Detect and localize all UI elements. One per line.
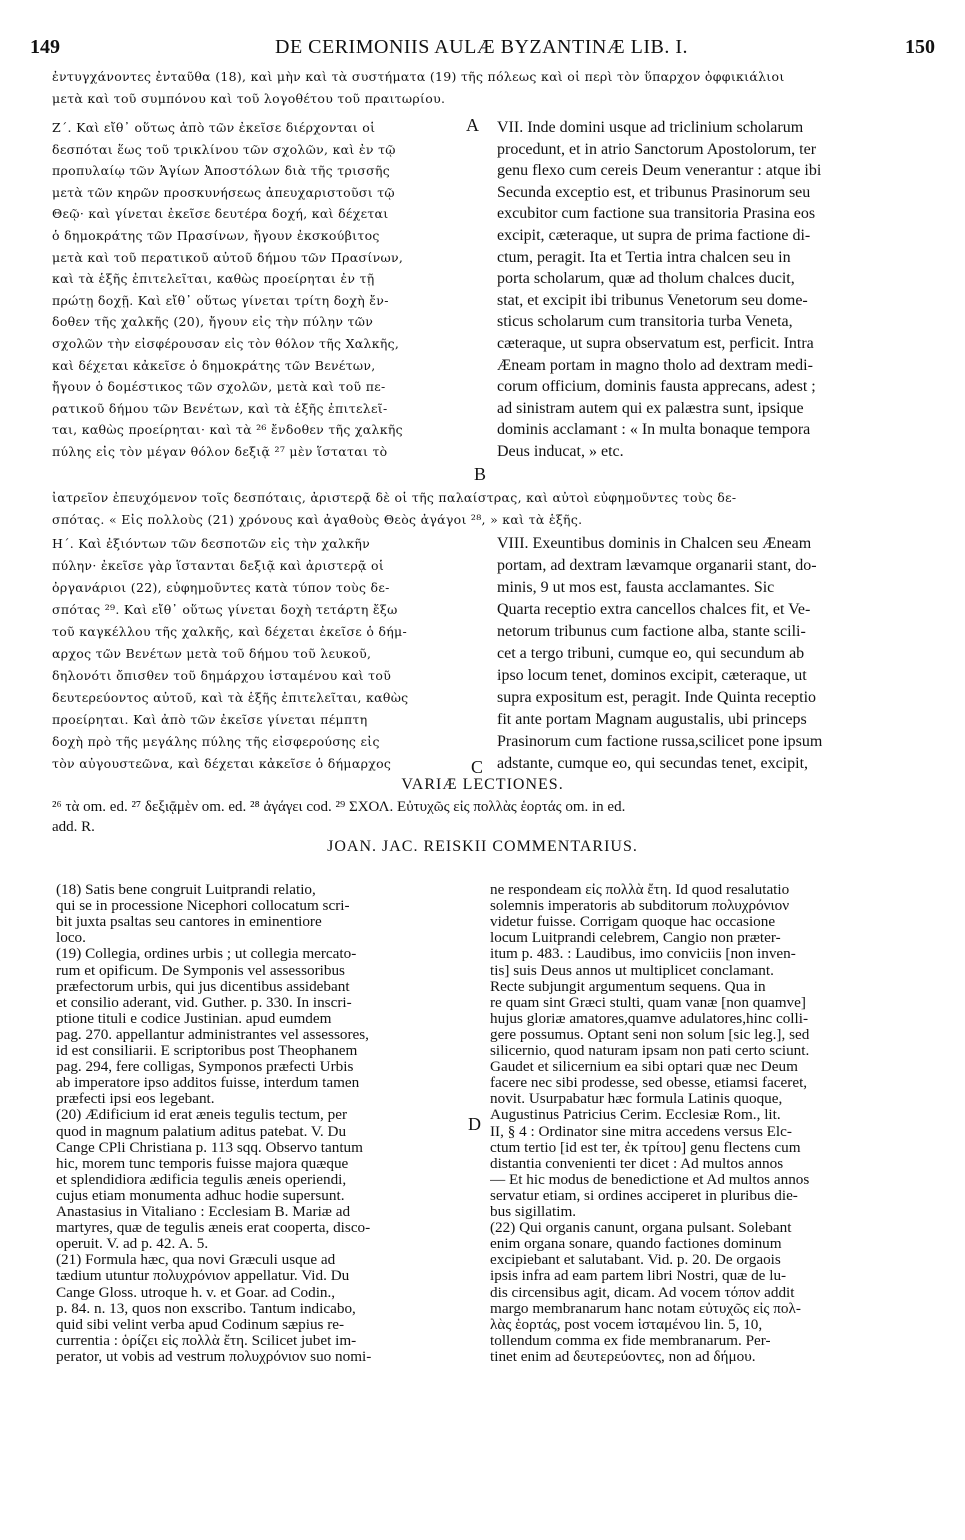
text-line: qui se in processione Nicephori collocatum scri- (56, 898, 350, 915)
text-line: δευτερεύοντος αὐτοῦ, καὶ τὰ ἑξῆς ἐπιτελεῖται, καθὼς (52, 690, 409, 705)
text-line: Augustinus Patricius Cerim. Ecclesiæ Rom., lit. (490, 1107, 781, 1124)
text-line: Æneam portam in magno tholo ad dextram medi- (497, 356, 813, 374)
text-line: excipit, cæteraque, ut supra de prima factione di- (497, 227, 811, 244)
text-line: δηλονότι ὄπισθεν τοῦ δημάρχου ἱσταμένου καὶ τοῦ (52, 668, 392, 683)
text-line: bit juxta psaltas seu cantores in eminentiore (56, 914, 322, 931)
page-number-left: 149 (30, 36, 60, 58)
text-line: videtur fuisse. Corrigam quoque hac occasione (490, 914, 776, 931)
text-line: adstante, cumque eo, qui secundas tenet, excipit, (497, 755, 809, 772)
text-line: σχολῶν τὴν εἰσφέρουσαν εἰς τὸν θόλον τῆς Χαλκῆς, (52, 336, 400, 351)
text-line: porta scholarum, quæ ad tholum chalces ducit, (497, 270, 795, 288)
text-line: rum et opificum. De Symponis vel assessoribus (56, 962, 345, 979)
text-line: πύλην· ἐκεῖσε γὰρ ἵστανται δεξιᾷ καὶ ἀριστερᾷ οἱ (52, 558, 385, 573)
text-line: αρχος τῶν Βενέτων μετὰ τοῦ δήμου τοῦ λευκοῦ, (52, 646, 372, 661)
text-line: πρώτῃ δοχῇ. Καὶ εἴθ᾽ οὕτως γίνεται τρίτη δοχὴ ἔν- (52, 292, 389, 308)
text-line: præfecti ipsi eos legebant. (56, 1091, 215, 1108)
text-line: sticus scholarum cum transitoria turba Veneta, (497, 313, 793, 331)
text-line: ὀργανάριοι (22), εὐφημοῦντες κατὰ τύπον τοὺς δε- (52, 580, 390, 595)
text-line: solemnis imperatoris ab subditorum πολυχρόνιον (490, 898, 790, 915)
text-line: genu flexo cum cereis Deum venerantur : atque ibi (497, 162, 822, 180)
running-title: DE CERIMONIIS AULÆ BYZANTINÆ LIB. I. (275, 36, 688, 58)
text-line: προείρηται. Καὶ ἀπὸ τῶν ἐκεῖσε γίνεται πέμπτη (52, 712, 368, 727)
text-line: et consilio aderant, vid. Guther. p. 330. In inscri- (56, 994, 352, 1011)
text-line: præfectorum urbis, qui jus dicentibus assidebant (56, 978, 350, 995)
text-line: facere nec sibi prodesse, sed obesse, etiamsi faceret, (490, 1075, 808, 1092)
text-line: silicernio, quod naturam ipsam non pati certo sciunt. (490, 1043, 810, 1059)
text-line: pag. 270. appellantur administrantes vel assessores, (56, 1026, 369, 1043)
text-line: Θεῷ· καὶ γίνεται ἐκεῖσε δευτέρα δοχή, καὶ δέχεται (52, 206, 389, 222)
text-line: novit. Usurpabatur hæc formula Latinis quoque, (490, 1091, 783, 1108)
variae-lectiones-heading: VARIÆ LECTIONES. (401, 776, 564, 793)
text-line: loco. (56, 930, 86, 947)
text-line: gere possumus. Optant seni non solum [sic leg.], sed (490, 1026, 810, 1043)
text-line: τὸν αὐγουστεῶνα, καὶ δέχεται κἀκεῖσε ὁ δήμαρχος (52, 756, 392, 771)
text-line: — Et hic modus de benedictione et Ad multos annos (490, 1171, 810, 1188)
text-line: corum officium, dominis fausta apprecans, adest ; (497, 378, 816, 396)
text-line: excipiebant et salutabant. Vid. p. 20. De orgaois (490, 1252, 781, 1269)
text-line: μετὰ καὶ τοῦ περατικοῦ αὐτοῦ δήμου τῶν Πρασίνων, (52, 249, 404, 265)
text-line: servatur etiam, si ordines acciperet in pluribus die- (490, 1187, 798, 1204)
text-line: ²⁶ τὰ om. ed. ²⁷ δεξιᾷμὲν om. ed. ²⁸ ἀγάγει cod. ²⁹ ΣΧΟΛ. Εὐτυχῶς εἰς πολλὰς ἑορτάς om. in ed. (52, 799, 626, 815)
text-line: λὰς ἑορτάς, post vocem ἱσταμένου lin. 5, 10, (490, 1316, 763, 1333)
text-line: μετὰ καὶ τοῦ συμπόνου καὶ τοῦ λογοθέτου τοῦ πραιτωρίου. (52, 91, 446, 106)
text-line: Ζ΄. Καὶ εἴθ᾽ οὕτως ἀπὸ τῶν ἐκεῖσε διέρχονται οἱ (52, 120, 376, 135)
text-line: tinet enim ad δευτερεύοντες, non ad δήμου. (490, 1348, 756, 1365)
text-line: supra expositum est, peragit. Inde Quinta receptio (497, 689, 817, 706)
text-line: id est consiliarii. E scriptoribus post Theophanem (56, 1043, 358, 1059)
text-line: τοῦ καγκέλλου τῆς χαλκῆς, καὶ δέχεται ἐκεῖσε ὁ δήμ- (52, 624, 407, 639)
text-line: Secunda exceptio est, et tribunus Prasinorum seu (497, 183, 811, 201)
text-line: σπότας ²⁹. Καὶ εἴθ᾽ οὕτως γίνεται δοχὴ τετάρτη ἔξω (52, 602, 398, 617)
text-line: ctum tertio [id est ter, ἐκ τρίτου] genu flectens cum (490, 1139, 801, 1156)
text-line: tædium utuntur πολυχρόνιον appellatur. Vid. Du (56, 1268, 350, 1285)
text-line: ptione tituli e codice Justinian. apud eumdem (56, 1010, 332, 1027)
text-line: perator, ut vobis ad vestrum πολυχρόνιον suo nomi- (56, 1348, 372, 1365)
text-line: procedunt, et in atrio Sanctorum Apostolorum, ter (497, 140, 817, 158)
text-line: Deus inducat, » etc. (497, 443, 624, 460)
text-line: ctum, peragit. Ita et Tertia intra chalcen seu in (497, 248, 791, 266)
text-line: stat, et excipit ibi tribunus Venetorum seu dome- (497, 291, 808, 309)
text-line: itum p. 483. : Laudibus, imo conviciis [non inven- (490, 946, 796, 963)
text-line: (22) Qui organis canunt, organa pulsant. Solebant (490, 1220, 792, 1237)
text-line: tis] suis Deus annos ut multiplicet conclamant. (490, 962, 774, 979)
text-line: add. R. (52, 819, 95, 835)
text-line: enim organa sonare, quando factiones dominum (490, 1236, 782, 1253)
text-line: ab imperatore ipso additos fuisse, interdum tamen (56, 1075, 360, 1092)
text-line: Anastasius in Vitaliano : Ecclesiam B. Mariæ ad (56, 1204, 351, 1220)
text-line: minis, 9 ut mos est, fausta acclamantes. Sic (497, 579, 775, 596)
text-line: netorum tribunus cum factione alba, stante scili- (497, 623, 806, 640)
text-line: προπυλαίῳ τῶν Ἁγίων Ἀποστόλων διὰ τῆς τρισσῆς (52, 163, 391, 179)
text-line: ἰατρεῖον ἐπευχόμενον τοῖς δεσπόταις, ἀριστερᾷ δὲ οἱ τῆς παλαίστρας, καὶ αὐτοὶ εὐφημοῦντες τοὺς δε- (52, 490, 737, 505)
text-line: ne respondeam εἰς πολλὰ ἔτη. Id quod resalutatio (490, 882, 790, 898)
text-line: ἤγουν ὁ δομέστικος τῶν σχολῶν, μετὰ καὶ τοῦ πε- (52, 379, 386, 395)
page-number-right: 150 (905, 36, 935, 58)
text-line: cet a tergo tribuni, cumque eo, qui secundum ab (497, 645, 805, 662)
text-line: currentia : ὁρίζει εἰς πολλὰ ἔτη. Scilicet jubet im- (56, 1332, 357, 1349)
text-line: ται, καθὼς προείρηται· καὶ τὰ ²⁶ ἔνδοθεν τῆς χαλκῆς (52, 422, 403, 438)
text-line: dis circensibus agit, dicam. Ad vocem τόπον addit (490, 1284, 795, 1301)
text-line: VII. Inde domini usque ad triclinium scholarum (497, 119, 804, 136)
text-line: Η΄. Καὶ ἐξιόντων τῶν δεσποτῶν εἰς τὴν χαλκῆν (52, 536, 371, 551)
text-line: καὶ τὰ ἑξῆς ἐπιτελεῖται, καθὼς προείρηται ἐν τῇ (52, 271, 375, 287)
text-line: VIII. Exeuntibus dominis in Chalcen seu Æneam (497, 535, 812, 552)
text-line: δοθεν τῆς χαλκῆς (20), ἤγουν εἰς τὴν πύλην τῶν (52, 314, 374, 330)
text-line: fit ante portam Magnam augustalis, ubi princeps (497, 711, 807, 728)
text-line: ipsis infra ad eam partem libri Nostri, quæ de lu- (490, 1268, 787, 1285)
margin-marker-a: A (466, 115, 479, 135)
text-line: margo membranarum hanc notam εὐτυχῶς εἰς πολ- (490, 1300, 801, 1317)
text-line: quid sibi velint verba apud Codinum sæpius re- (56, 1316, 345, 1333)
text-line: Prasinorum cum factione russa,scilicet pone ipsum (497, 733, 823, 750)
text-line: cæteraque, ut supra observatum est, perficit. Intra (497, 335, 814, 352)
text-line: et splendidiora ædificia tegulis æneis operiendi, (56, 1171, 347, 1188)
text-line: quod in magnum palatium aditus patebat. V. Du (56, 1123, 347, 1140)
text-line: (19) Collegia, ordines urbis ; ut collegia mercato- (56, 946, 357, 963)
text-line: re quam sint Græci stulti, quam vanæ [non quamve] (490, 994, 806, 1011)
text-line: II, § 4 : Ordinator sine mitra accedens versus Elc- (490, 1123, 792, 1140)
text-line: ρατικοῦ δήμου τῶν Βενέτων, καὶ τὰ ἑξῆς ἐπιτελεῖ- (52, 400, 388, 416)
text-line: Recte subjungit argumentum sequens. Qua in (490, 978, 766, 995)
text-line: σπότας. « Εἰς πολλοὺς (21) χρόνους καὶ ἀγαθοὺς Θεὸς ἀγάγοι ²⁸, » καὶ τὰ ἑξῆς. (52, 512, 583, 527)
text-line: operuit. V. ad p. 42. A. 5. (56, 1236, 209, 1253)
text-line: Gaudet et silicernium ea sibi optari quæ nec Deum (490, 1059, 798, 1076)
text-line: excubitor cum factione sua transitoria Prasina eos (497, 205, 816, 223)
margin-marker-b: B (474, 464, 487, 484)
text-line: πύλης εἰς τὸν μέγαν θόλον δεξιᾷ ²⁷ μὲν ἵσταται τὸ (52, 444, 388, 459)
text-line: cujus etiam monumenta adhuc hodie supersunt. (56, 1187, 345, 1204)
commentary-heading: JOAN. JAC. REISKII COMMENTARIUS. (327, 838, 638, 855)
margin-marker-d: D (468, 1114, 481, 1134)
text-line: distantia convenienti ter dicet : Ad multos annos (490, 1155, 784, 1172)
text-line: Cange CPli Christiana p. 113 sqq. Observo tantum (56, 1139, 363, 1156)
text-line: δεσπόται ἕως τοῦ τρικλίνου τῶν σχολῶν, καὶ ἐν τῷ (52, 141, 396, 157)
text-line: (21) Formula hæc, qua novi Græculi usque ad (56, 1252, 336, 1269)
text-line: pag. 294, fere colligas, Symponos præfecti Urbis (56, 1059, 354, 1076)
text-line: locum Luitprandi celebrem, Cangio non præter- (490, 930, 781, 947)
text-line: μετὰ τῶν κηρῶν προσκυνήσεως ἀπευχαριστοῦσι τῷ (52, 184, 395, 200)
text-line: ἐντυγχάνοντες ἐνταῦθα (18), καὶ μὴν καὶ τὰ συστήματα (19) τῆς πόλεως καὶ οἱ περὶ τὸν ὕπαρχον ὀφφικιάλιοι (52, 69, 785, 84)
margin-marker-c: C (471, 757, 484, 777)
text-line: dominis acclamant : « In multa bonaque tempora (497, 421, 811, 439)
text-line: p. 84. n. 13, quos non exscribo. Tantum indicabo, (56, 1300, 356, 1317)
text-line: Cange Gloss. utroque h. v. et Goar. ad Codin., (56, 1284, 336, 1301)
text-line: portam, ad dextram lævamque organarii stant, do- (497, 557, 817, 574)
text-line: tollendum comma ex fide membranarum. Per- (490, 1332, 771, 1349)
text-line: Quarta receptio extra cancellos chalces fit, et Ve- (497, 601, 811, 618)
text-line: hic, morem tunc temporis fuisse majora quæque (56, 1155, 349, 1172)
text-line: bus sigillatim. (490, 1204, 577, 1220)
text-line: ad sinistram autem qui ex palæstra sunt, ipsique (497, 399, 804, 417)
text-line: καὶ δέχεται κἀκεῖσε ὁ δημοκράτης τῶν Βενέτων, (52, 357, 376, 373)
text-line: δοχὴ πρὸ τῆς μεγάλης πύλης τῆς εἰσφερούσης εἰς (52, 734, 380, 749)
text-line: (20) Ædificium id erat æneis tegulis tectum, per (56, 1107, 348, 1124)
running-header (28, 36, 935, 60)
text-line: martyres, quæ de tegulis æneis erat cooperta, disco- (56, 1220, 371, 1237)
text-line: ὁ δημοκράτης τῶν Πρασίνων, ἤγουν ἐκσκούβιτος (52, 228, 380, 243)
text-line: (18) Satis bene congruit Luitprandi relatio, (56, 882, 316, 898)
text-line: ipso locum tenet, dominos excipit, cæteraque, ut (497, 667, 807, 684)
text-line: hujus gloriæ amatores,quamve adulatores,hinc colli- (490, 1010, 809, 1027)
